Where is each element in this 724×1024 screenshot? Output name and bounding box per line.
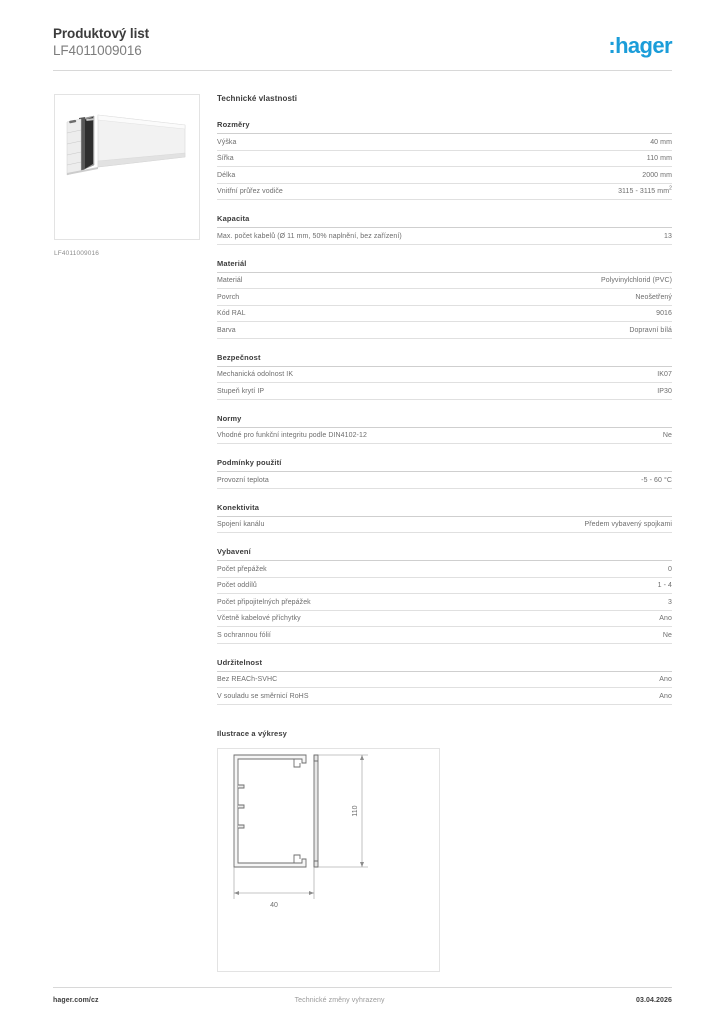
spec-row: [217, 594, 672, 611]
spec-row: [217, 228, 672, 245]
spec-group-title: Materiál: [217, 259, 672, 273]
spec-row-value: 0: [668, 565, 672, 573]
spec-row-label: Počet oddílů: [217, 582, 257, 589]
spec-group: [217, 658, 672, 705]
spec-row-value: Ano: [659, 676, 672, 683]
spec-row-value: IP30: [657, 387, 672, 395]
spec-row: [217, 151, 672, 168]
spec-group-title: Konektivita: [217, 503, 672, 517]
spec-row: [217, 289, 672, 306]
spec-row-label: Provozní teplota: [217, 476, 269, 484]
spec-row-value: 13: [664, 232, 672, 240]
spec-group-title: Podmínky použití: [217, 458, 672, 472]
drawings-section-title: Ilustrace a výkresy: [217, 728, 287, 738]
spec-row-label: Počet přepážek: [217, 565, 267, 573]
spec-group: [217, 214, 672, 245]
spec-row-label: Délka: [217, 171, 236, 179]
spec-group-title: Vybavení: [217, 547, 672, 561]
spec-row: [217, 611, 672, 628]
footer-date: 03.04.2026: [635, 997, 672, 1004]
spec-group-list: [217, 120, 672, 705]
page-title: Produktový list: [53, 26, 150, 41]
spec-group: [217, 259, 672, 339]
spec-row: [217, 322, 672, 339]
spec-group-title: Normy: [217, 414, 672, 428]
spec-row-value: Předem vybavený spojkami: [584, 521, 672, 528]
spec-row: [217, 134, 672, 151]
technical-drawing-frame: [217, 748, 440, 972]
spec-row-value: Polyvinylchlorid (PVC): [600, 277, 672, 284]
spec-row-label: Kód RAL: [217, 310, 246, 317]
spec-row: [217, 167, 672, 184]
spec-row-label: Bez REACh-SVHC: [217, 676, 278, 683]
technical-specifications: [217, 94, 672, 972]
spec-row-label: Mechanická odolnost IK: [217, 371, 294, 378]
product-media-column: [54, 94, 202, 258]
spec-row-label: Šířka: [217, 155, 234, 162]
spec-row: [217, 578, 672, 595]
product-photo-frame: [54, 94, 200, 240]
spec-row: [217, 688, 672, 705]
spec-group-title: Bezpečnost: [217, 353, 672, 367]
spec-row-value: Ano: [659, 692, 672, 700]
product-photo-caption: LF4011009016: [54, 250, 100, 257]
spec-row-label: Počet připojitelných přepážek: [217, 598, 311, 606]
spec-row-value: 40 mm: [650, 138, 672, 146]
spec-row-value: Dopravní bílá: [629, 326, 672, 334]
product-reference: LF4011009016: [53, 43, 142, 58]
header-divider: [53, 70, 672, 71]
spec-row: [217, 184, 672, 201]
spec-row-label: Vhodné pro funkční integritu podle DIN4102-12: [217, 432, 367, 439]
footer-website-link[interactable]: hager.com/cz: [53, 997, 99, 1004]
spec-row-label: Spojení kanálu: [217, 521, 265, 528]
spec-row: [217, 367, 672, 384]
footer-divider: [53, 987, 672, 988]
spec-row-value: Ne: [662, 432, 672, 439]
spec-row: [217, 561, 672, 578]
spec-group-title: Kapacita: [217, 214, 672, 228]
spec-row-value: 3: [668, 598, 672, 606]
drawings-section: [217, 729, 672, 972]
spec-row: [217, 472, 672, 489]
spec-row-label: Povrch: [217, 293, 240, 301]
spec-row-value: -5 - 60 °C: [641, 476, 672, 484]
dimension-width-label: 40: [270, 901, 278, 909]
spec-group: [217, 458, 672, 489]
spec-group: [217, 547, 672, 644]
spec-row-value: Neošetřený: [635, 293, 672, 301]
spec-group: [217, 120, 672, 200]
spec-row-label: Stupeň krytí IP: [217, 387, 265, 395]
page-header: [53, 26, 672, 68]
spec-section-title: Technické vlastnosti: [217, 94, 298, 103]
spec-row-value: IK07: [657, 371, 672, 378]
spec-row-value: Ano: [659, 615, 672, 622]
spec-row: [217, 627, 672, 644]
spec-row-value: 1 - 4: [657, 582, 672, 589]
spec-row: [217, 517, 672, 534]
hager-logo: :hager: [608, 33, 672, 58]
page-footer: [53, 996, 672, 1006]
spec-row-label: Barva: [217, 326, 236, 334]
spec-group: [217, 414, 672, 445]
spec-row-label: S ochrannou fólií: [217, 631, 271, 639]
footer-disclaimer: Technické změny vyhrazeny: [294, 997, 385, 1004]
spec-row-value: 110 mm: [646, 155, 672, 162]
spec-row-label: Materiál: [217, 277, 243, 284]
spec-row-value: 3115 - 3115 $mm^2$: [618, 185, 672, 195]
spec-row: [217, 672, 672, 689]
spec-row-label: Výška: [217, 138, 237, 146]
spec-group-title: Rozměry: [217, 120, 672, 134]
spec-row-label: Vnitřní průřez vodiče: [217, 188, 283, 195]
spec-row: [217, 306, 672, 323]
spec-row: [217, 428, 672, 445]
spec-row-value: Ne: [662, 631, 672, 639]
spec-row-value: 9016: [656, 310, 672, 317]
spec-group: [217, 503, 672, 534]
spec-row: [217, 383, 672, 400]
spec-row-label: Max. počet kabelů (Ø 11 mm, 50% naplnění, bez zařízení): [217, 232, 402, 240]
spec-row-label: V souladu se směrnicí RoHS: [217, 692, 309, 700]
spec-group: [217, 353, 672, 400]
spec-row-label: Včetně kabelové příchytky: [217, 615, 301, 622]
spec-row: [217, 273, 672, 290]
dimension-height-label: 110: [352, 804, 359, 817]
spec-row-value: 2000 mm: [642, 171, 672, 179]
cross-section-drawing: [218, 749, 439, 971]
spec-group-title: Udržitelnost: [217, 658, 672, 672]
product-photo-image: [55, 95, 199, 239]
